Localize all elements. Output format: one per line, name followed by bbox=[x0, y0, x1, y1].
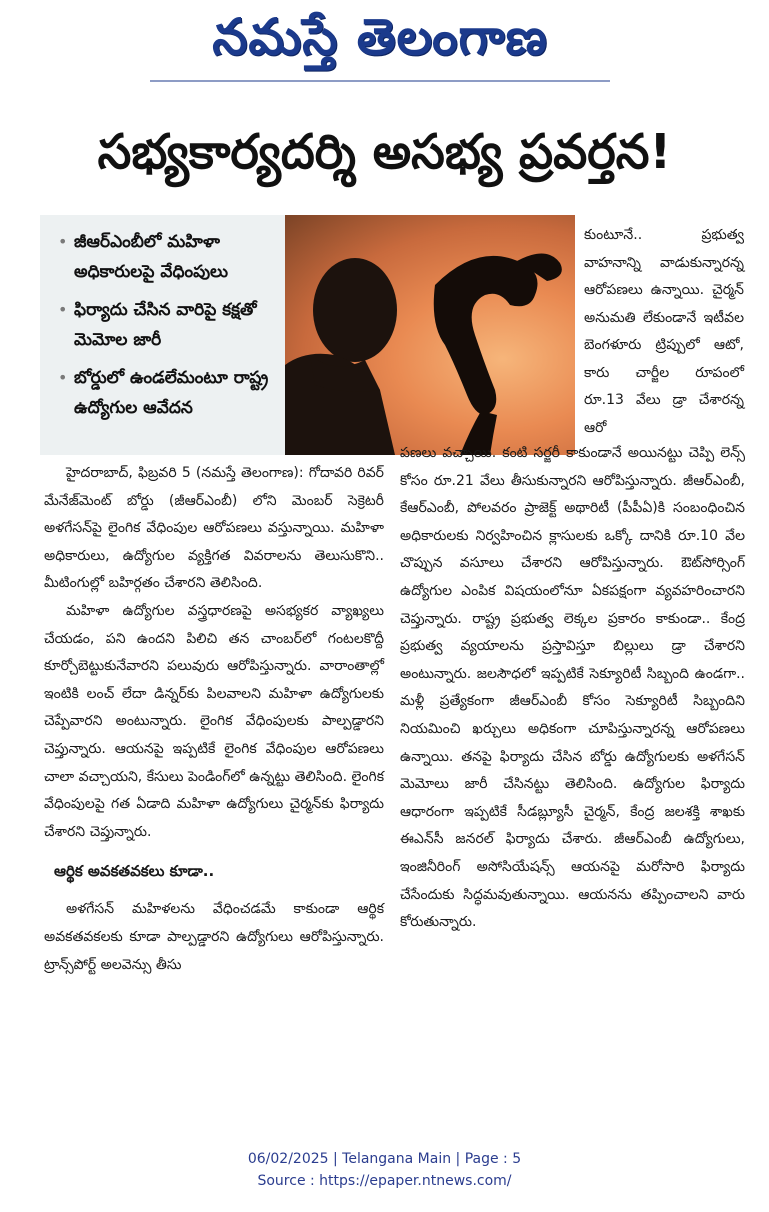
article-headline: సభ్యకార్యదర్శి అసభ్య ప్రవర్తన! bbox=[97, 124, 672, 180]
article-paragraph: అళగేసన్ మహిళలను వేధించడమే కాకుండా ఆర్థిక అవకతవకలకు కూడా పాల్పడ్డారని ఉద్యోగులు ఆరోపిస్తున్నారు. ట్రాన్స్‌పోర్ట్ అలవెన్సు తీసు bbox=[44, 901, 384, 973]
article-right-column bbox=[400, 440, 745, 937]
source-link[interactable]: Source : https://epaper.ntnews.com/ bbox=[257, 1173, 512, 1189]
article-paragraph: హైదరాబాద్, ఫిబ్రవరి 5 (నమస్తే తెలంగాణ): గోదావరి రివర్ మేనేజ్‌మెంట్ బోర్డు (జీఆర్ఎంబీ) లోని మెంబర్ సెక్రెటరీ అళగేసన్‌పై లైంగిక వేధింపుల ఆరోపణలు వస్తున్నాయి. మహిళా అధికారులు, ఉద్యోగుల వ్యక్తిగత వివరాలను తెలుసుకొని.. మీటింగుల్లో బహిర్గతం చేశారని తెలిసింది. bbox=[44, 465, 384, 592]
article-paragraph: మహిళా ఉద్యోగుల వస్త్రధారణపై అసభ్యకర వ్యాఖ్యలు చేయడం, పని ఉందని పిలిచి తన చాంబర్‌లో గంటలకొద్దీ కూర్చోబెట్టుకునేవారని పలువురు ఆరోపిస్తున్నారు. వారాంతాల్లో ఇంటికి లంచ్ లేదా డిన్నర్‌కు పిలవాలని మహిళా ఉద్యోగులకు చెప్పేవారని అంటున్నారు. లైంగిక వేధింపులకు పాల్పడ్డారని చెప్తున్నారు. ఆయనపై ఇప్పటికే లైంగిక వేధింపుల ఆరోపణలు చాలా వచ్చాయని, కేసులు పెండింగ్‌లో ఉన్నట్టు తెలిసింది. లైంగిక వేధింపులపై గత ఏడాది మహిళా ఉద్యోగులు చైర్మన్‌కు ఫిర్యాదు చేశారని చెప్తున్నారు. bbox=[44, 602, 384, 840]
article-text-top-right: కుంటూనే.. ప్రభుత్వ వాహనాన్ని వాడుకున్నారన్న ఆరోపణలు ఉన్నాయి. చైర్మన్ అనుమతి లేకుండానే ఇటీవల బెంగళూరు ట్రిప్పులో ఆటో, కారు చార్జీల రూపంలో రూ.13 వేలు డ్రా చేశారన్న ఆరో bbox=[584, 227, 744, 436]
edition-info: 06/02/2025 | Telangana Main | Page : 5 bbox=[247, 1151, 522, 1167]
newspaper-masthead: నమస్తే తెలంగాణ bbox=[212, 7, 548, 66]
highlight-text: ఫిర్యాదు చేసిన వారిపై కక్షతో మెమోల జారీ bbox=[74, 300, 257, 350]
article-subhead: ఆర్థిక అవకతవకలు కూడా.. bbox=[54, 862, 215, 881]
silhouette-hand-photo bbox=[285, 215, 575, 455]
highlight-item bbox=[58, 295, 277, 355]
highlight-text: జీఆర్ఎంబీలో మహిళా అధికారులపై వేధింపులు bbox=[74, 232, 228, 282]
bullet-icon: • bbox=[58, 368, 68, 387]
highlight-text: బోర్డులో ఉండలేమంటూ రాష్ట్ర ఉద్యోగుల ఆవేదన bbox=[74, 368, 269, 418]
masthead-divider bbox=[150, 80, 610, 82]
bullet-icon: • bbox=[58, 300, 68, 319]
article-left-column bbox=[44, 460, 384, 979]
bullet-icon: • bbox=[58, 232, 68, 251]
feature-box bbox=[40, 215, 575, 455]
silhouette-icon bbox=[285, 215, 575, 455]
page-footer bbox=[0, 1148, 769, 1192]
article-paragraph: పణలు వచ్చాయి. కంటి సర్జరీ కాకుండానే అయినట్టు చెప్పి లెన్స్ కోసం రూ.21 వేలు తీసుకున్నారని ఆరోపిస్తున్నారు. జీఆర్ఎంబీ, కేఆర్ఎంబీ, పోలవరం ప్రాజెక్ట్ అథారిటీ (పీపీఏ)కి సంబంధించిన అధికారులకు నిర్వహించిన క్లాసులకు ఒక్కో దానికి రూ.10 వేల చొప్పున వసూలు చేశారని ఆరోపిస్తున్నారు. ఔట్‌సోర్సింగ్ ఉద్యోగుల ఎంపిక విషయంలోనూ ఏకపక్షంగా వ్యవహరించారని చెప్తున్నారు. రాష్ట్ర ప్రభుత్వ లెక్కల ప్రకారం కాకుండా.. కేంద్ర ప్రభుత్వ వ్యయాలను ప్రస్తావిస్తూ బిల్లులు డ్రా చేశారని అంటున్నారు. జలసౌధలో ఇప్పటికే సెక్యూరిటీ సిబ్బంది ఉండగా.. మళ్లీ ప్రత్యేకంగా జీఆర్ఎంబీ కోసం సెక్యూరిటీ సిబ్బందిని నియమించి ఖర్చులు అధికంగా చూపిస్తున్నారన్న ఆరోపణలు ఉన్నాయి. తనపై ఫిర్యాదు చేసిన బోర్డు ఉద్యోగులకు అళగేసన్ మెమోలు జారీ చేసినట్టు తెలిసింది. ఉద్యోగుల ఫిర్యాదు ఆధారంగా ఇప్పటికే సీడబ్ల్యూసీ చైర్మన్, కేంద్ర జలశక్తి శాఖకు ఈఎన్‌సీ జనరల్ ఫిర్యాదు చేశారు. జీఆర్ఎంబీ ఉద్యోగులు, ఇంజినీరింగ్ అసోసియేషన్స్ ఆయనపై మరోసారి ఫిర్యాదు చేసేందుకు సిద్ధమవుతున్నాయి. ఆయనను తప్పించాలని వారు కోరుతున్నారు. bbox=[400, 445, 745, 931]
highlights-list bbox=[40, 215, 285, 455]
highlight-item bbox=[58, 227, 277, 287]
highlight-item bbox=[58, 363, 277, 423]
